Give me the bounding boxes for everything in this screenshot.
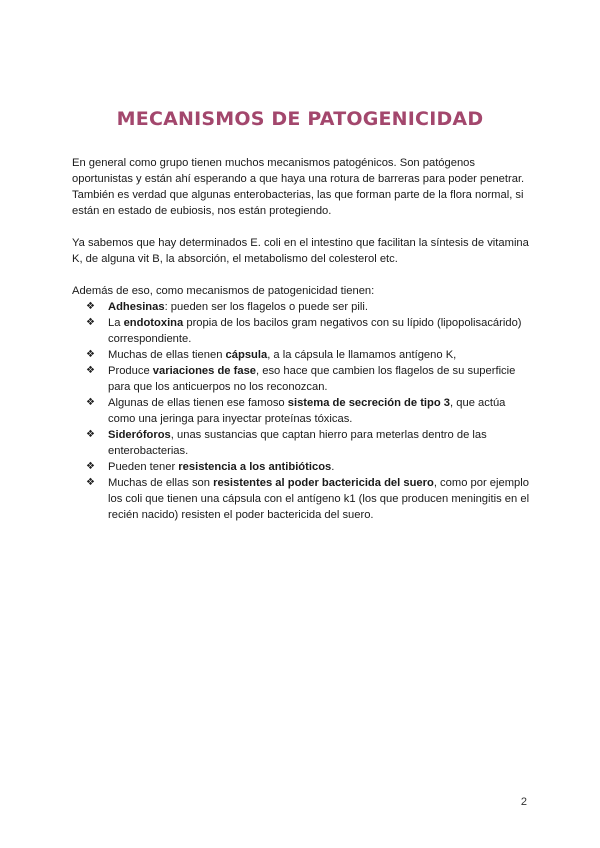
item-prefix: Pueden tener [108,461,179,473]
diamond-star-bullet-icon: ❖ [86,477,95,488]
item-prefix: Muchas de ellas son [108,477,214,489]
list-item [86,299,534,315]
list-item [86,427,534,459]
diamond-star-bullet-icon: ❖ [86,317,95,328]
item-keyword: resistentes al poder bactericida del suero [213,477,434,489]
item-keyword: Adhesinas [108,301,165,313]
diamond-star-bullet-icon: ❖ [86,397,95,408]
item-prefix: Algunas de ellas tienen ese famoso [108,397,288,409]
list-item [86,395,534,427]
list-item [86,315,534,347]
item-prefix: Muchas de ellas tienen [108,349,226,361]
item-keyword: cápsula [225,349,268,361]
diamond-star-bullet-icon: ❖ [86,429,95,440]
item-keyword: endotoxina [123,317,184,329]
list-item [86,475,534,523]
item-text: , eso hace que cambien los flagelos de su superficie para que los anticuerpos no los reconozcan. [108,365,516,393]
document-body [72,155,534,523]
diamond-star-bullet-icon: ❖ [86,461,95,472]
diamond-star-bullet-icon: ❖ [86,365,95,376]
item-text: propia de los bacilos gram negativos con su lípido (lipopolisacárido) correspondiente. [108,317,522,345]
diamond-star-bullet-icon: ❖ [86,301,95,312]
item-text: , como por ejemplo los coli que tienen una cápsula con el antígeno k1 (los que producen meningitis en el recién nacido) resisten el poder bactericida del suero. [108,477,530,521]
mechanisms-list [72,299,534,523]
item-keyword: variaciones de fase [152,365,257,377]
item-text: , que actúa como una jeringa para inyectar proteínas tóxicas. [108,397,506,425]
item-keyword: Sideróforos [108,429,171,441]
list-item [86,459,534,475]
item-text: , unas sustancias que captan hierro para meterlas dentro de las enterobacterias. [108,429,487,457]
diamond-star-bullet-icon: ❖ [86,349,95,360]
page-number: 2 [520,796,527,808]
list-intro: Además de eso, como mecanismos de patogenicidad tienen: [72,285,375,297]
item-keyword: sistema de secreción de tipo 3 [287,397,451,409]
item-text: , a la cápsula le llamamos antígeno K, [267,349,457,361]
list-item [86,347,534,363]
item-prefix: Produce [108,365,153,377]
list-item [86,363,534,395]
paragraph: En general como grupo tienen muchos mecanismos patogénicos. Son patógenos oportunistas y están ahí esperando a que haya una rotura de barreras para poder penetrar. También es verdad que algunas enterobacterias, las que forman parte de la flora normal, si están en estado de eubiosis, nos están protegiendo. [72,157,525,217]
item-text: . [331,461,335,473]
item-keyword: resistencia a los antibióticos [178,461,332,473]
paragraph: Ya sabemos que hay determinados E. coli en el intestino que facilitan la síntesis de vitamina K, de alguna vit B, la absorción, el metabolismo del colesterol etc. [72,237,529,265]
page-title: MECANISMOS DE PATOGENICIDAD [116,108,484,130]
item-prefix: La [108,317,124,329]
item-text: : pueden ser los flagelos o puede ser pili. [164,301,368,313]
